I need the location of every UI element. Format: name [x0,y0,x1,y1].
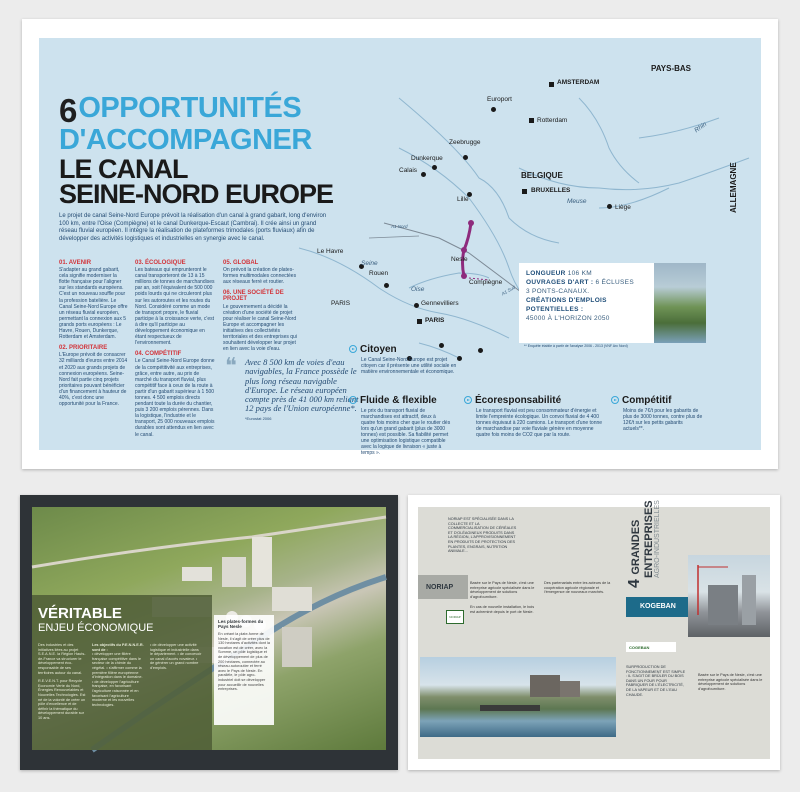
spread2-title-line2: ENJEU ÉCONOMIQUE [38,622,154,634]
feature-citoyen: Citoyen Le Canal Seine-Nord Europe est projet citoyen car il présente une utilité sociale en matière environnementale et économique. [349,345,459,375]
canal-photo [654,263,706,343]
canal-barge-photo [420,657,616,737]
spread2-col2: Les objectifs du P.E.N.N.E.R. sont de : • développer une filière française compétitive dans le secteur de la chimie du végétal. • s'affirmer comme la première filière européenne d'intégration dans le domaine. • de développer l'agriculture française, en favorisant l'agriculture raisonnée et en favorisant l'agriculture moderne et les nouvelles technologies. [92,643,144,707]
arrow-circle-icon [349,345,357,353]
spread-title [59,92,334,209]
map-marker [421,172,426,177]
plates-formes-box: Les plates-formes du Pays Nesle En créant la plate-forme de Nesle, il s'agit de créer plus de 130 hectares d'activités dont la vocation est de créer, avec la Somme, un pôle logistique et de développement de plus de 200 hectares, connectée au réseau autoroutier et ferré avec le Pays de Nesle. En parallèle, le pôle agro-industriel doit se développer pour accueillir de nouvelles entreprises. [214,615,274,725]
col-heading: 04. COMPÉTITIF [135,351,182,358]
body-3: En cas de nouvelle installation, le bois est acheminé depuis le port de Nesle. [470,605,535,614]
info-box: LONGUEUR 106 KM OUVRAGES D'ART : 6 ÉCLUSES 3 PONTS-CANAUX. CRÉATIONS D'EMPLOIS POTENTIELLES : 45000 À L'HORIZON 2050 [519,263,654,343]
col-heading: 03. ÉCOLOGIQUE [135,260,186,266]
noriap-intro: NORIAP EST SPÉCIALISÉE DANS LA COLLECTE ET LA COMMERCIALISATION DE CÉRÉALES ET D'OLÉAGINEUX PRODUITS DANS LA RÉGION, L'APPROVISIONNEMENT EN PRODUITS DE PROTECTION DES PLANTES, ENGRAIS, NUTRITION ANIMALE... [448,517,517,554]
title-line2: D'ACCOMPAGNER [59,124,312,156]
map-marker [491,107,496,112]
column-2: 03. ÉCOLOGIQUE Les bateaux qui emprunteront le canal transporteront de 13 à 15 millions de tonnes de marchandises par an, soit l'équivalent de 500 000 poids lourds qui ne circuleront plus sur les autoroutes et les routes du Nord. Considéré comme un mode de transport propre, le fluvial participe à la croissance verte, c'est à dire qu'il participe au développement économique en étant respectueux de l'environnement. 04. COMPÉTITIF Le Canal Seine-Nord Europe donne de la compétitivité aux entreprises, grâce, entre autre, au prix de marché du transport fluvial, plus compétitif face à ceux de la route à partir d'un gabarit supérieur à 1 500 tonnes. 4 500 emplois directs pendant toute la durée du chantier, puis 3 200 emplois pérennes. Dans la logistique, l'industrie et le transport, 25 000 nouveaux emplois durables sont attendus en lien avec le canal. [135,260,215,438]
info-note: ** Enquête établie à partir de l'analyse 2006 - 2013 (VNF Arc Nord) [524,344,628,348]
map-city-liege: Liège [615,204,631,211]
map-city-rouen: Rouen [369,270,389,277]
map-marker [478,348,483,353]
kogeban-intro: SURPRODUCTION DE FONCTIONNEMENT EST SIMPLE : IL S'AGIT DE BRÛLER DU BOIS DANS UN FOUR POUR FABRIQUER DE L'ÉLECTRICITÉ, DE LA VAPEUR ET DE L'EAU CHAUDE. [626,665,686,697]
map-river-seine: Seine [361,260,378,267]
title-line4: SEINE-NORD EUROPE [59,179,334,209]
kogeban-label: KOGEBAN [640,603,676,610]
bottom-left-spread [20,495,398,770]
map-city-gennevilliers: Gennevilliers [421,300,459,307]
map-country-belgique: BELGIQUE [521,171,563,180]
map-city-bruxelles: BRUXELLES [531,187,571,194]
kogeban-body: Basée sur le Pays de Nesle, c'est une entreprise agricole spécialisée dans le développement de solutions d'agrofourniture. [698,673,763,691]
map-road-a1-nord: A1 Nord [391,224,408,229]
quote-source: *Eurostat 2006 [245,416,272,421]
map-city-lille: Lille [457,196,469,203]
map-river-oise: Oise [411,286,425,293]
map-city-zeebrugge: Zeebrugge [449,139,481,146]
map-marker [522,189,527,194]
map-city-europort: Europort [487,96,512,103]
feature-fluide: Fluide & flexible Le prix du transport fluvial de marchandises est attractif, deux à quatre fois moins cher que le routier dès lors qu'un grand gabarit (plus de 3000 tonnes) est possible. Sa fiabilité permet une optimisation logistique compatible avec la logique de livraison « juste à temps ». [349,396,459,456]
body-2: Des partenariats entre les acteurs de la coopération agricole régionale et l'émergence de nouveaux marchés. [544,581,611,595]
map-river-meuse: Meuse [567,198,587,205]
map-marker [432,165,437,170]
map-marker [414,303,419,308]
col-heading: 06. UNE SOCIÉTÉ DE PROJET [223,290,284,303]
canal-spread [39,38,761,456]
feature-ecoresponsabilite: Écoresponsabilité Le transport fluvial est peu consommateur d'énergie et limite l'empreinte écologique. Un convoi fluvial de 4 400 tonnes équivaut à 220 camions. Le transport d'une tonne de marchandise par voie fluviale génère en moyenne quatre fois moins de CO2 que par la route. [464,396,604,438]
arrow-circle-icon [349,396,357,404]
map-city-paris-label: PARIS [331,300,351,307]
quote-text: Avec 8 500 km de voies d'eau navigables, la France possède le plus long réseau navigable d'Europe. Le réseau européen compte près de 41 000 km reliant 12 pays de l'Union européenne*. [245,357,359,414]
map-city-nesle: Nesle [451,256,468,263]
column-3: 05. GLOBAL On prévoit la création de plates-formes multimodales connectées aux réseaux ferré et routier. 06. UNE SOCIÉTÉ DE PROJET Le gouvernement a décidé la création d'une société de projet pour réaliser le canal Seine-Nord Europe et accompagner les initiatives des collectivités territoriales et des entreprises qui souhaitent développer leur projet en lien avec la voie d'eau. [223,260,297,353]
map-marker [384,283,389,288]
spread2-title-line1: VÉRITABLE [38,605,122,622]
col-heading: 02. PRIORITAIRE [59,345,108,352]
noriap-label: NORIAP [426,584,454,591]
map-marker [607,204,612,209]
map-city-dunkerque: Dunkerque [411,155,443,162]
quote-mark-icon: ❝ [225,353,237,378]
map-marker [529,118,534,123]
map-country-allemagne: ALLEMAGNE [729,162,738,213]
spread2-col1: Des industries et des initiatives liées au projet S.E.A.N.E. la Région Hauts-de-France va structurer le développement éco-responsable de ses territoires autour du canal. R.E.V.E.N.T. pour Recycle Economie Verte du Nord, Énergies Renouvelables et Nouvelles Technologies. Est né de la volonté de créer un pôle d'excellence et de définir la thématique du développement durable sur 10 ans. [38,643,86,720]
map-country-paysbas: PAYS-BAS [651,64,692,73]
map-city-amsterdam: AMSTERDAM [557,79,600,86]
spread2-col3: • de développer une activité logistique et industrielle dans le département. • de concevoir un canal d'accès novateur. • de générer un grand nombre d'emplois. [150,643,202,670]
map-city-lehavre: Le Havre [317,248,344,255]
arrow-circle-icon [611,396,619,404]
col-heading: 05. GLOBAL [223,260,259,266]
map-marker [549,82,554,87]
map-city-rotterdam: Rotterdam [537,117,568,124]
arrow-circle-icon [464,396,472,404]
title-number: 6 [59,92,77,129]
map-city-paris: PARIS [425,317,445,324]
top-spread-page [22,19,778,469]
cogeban-logo: COGEBAN [626,642,676,652]
map-marker [417,319,422,324]
feature-competitif: Compétitif Moins de 7€/t pour les gabarits de plus de 3000 tonnes, contre plus de 12€/t sur les petits gabarits actuels**. [611,396,721,432]
title-line3: LE CANAL [59,154,188,184]
map-city-calais: Calais [399,167,418,174]
map-river-rhin: Rhin [693,120,709,135]
bottom-right-spread [408,495,780,770]
industrial-photo [688,555,770,637]
title-line1: OPPORTUNITÉS [78,92,302,124]
noriap-logo: NORIAP [446,610,464,624]
map-city-compiegne: Compiègne [469,279,503,286]
col-heading: 01. AVENIR [59,260,92,266]
intro-paragraph: Le projet de canal Seine-Nord Europe prévoit la réalisation d'un canal à grand gabarit, long d'environ 100 km, entre l'Oise (Compiègne) et le canal Dunkerque-Escaut (Cambrai). Il crée ainsi un grand réseau fluvial européen. Il intègre la réalisation de plateformes trimodales (ports fluviaux) afin de développer des activités logistiques et industrielles en synergie avec le canal. [59,213,327,242]
column-1: 01. AVENIR S'adapter au grand gabarit, cela signifie moderniser la flotte française pour l'aligner sur les standards européens. C'est un nouveau souffle pour la profession batelière. Le Canal Seine-Nord Europe offre un réseau fluvial européen, permettant la connexion aux 5 grands ports européens : Le Havre, Rouen, Dunkerque, Rotterdam et Amsterdam. 02. PRIORITAIRE L'Europe prévoit de consacrer 32 milliards d'euros entre 2014 et 2020 aux grands projets de connexion européens. Seine-Nord fait partie cinq projets prioritaires pouvant bénéficier d'un financement à hauteur de 40%, c'est donc une opportunité pour la France. [59,260,128,408]
spread3-title: 4 GRANDES ENTREPRISES AGRO-INDUSTRIELLES [626,500,661,588]
map-marker [463,155,468,160]
map-road-a1-sud: A1 Sud [500,284,517,297]
body-1: Basée sur le Pays de Nesle, c'est une entreprise agricole spécialisée dans le développement de solutions d'agrofourniture. [470,581,535,599]
